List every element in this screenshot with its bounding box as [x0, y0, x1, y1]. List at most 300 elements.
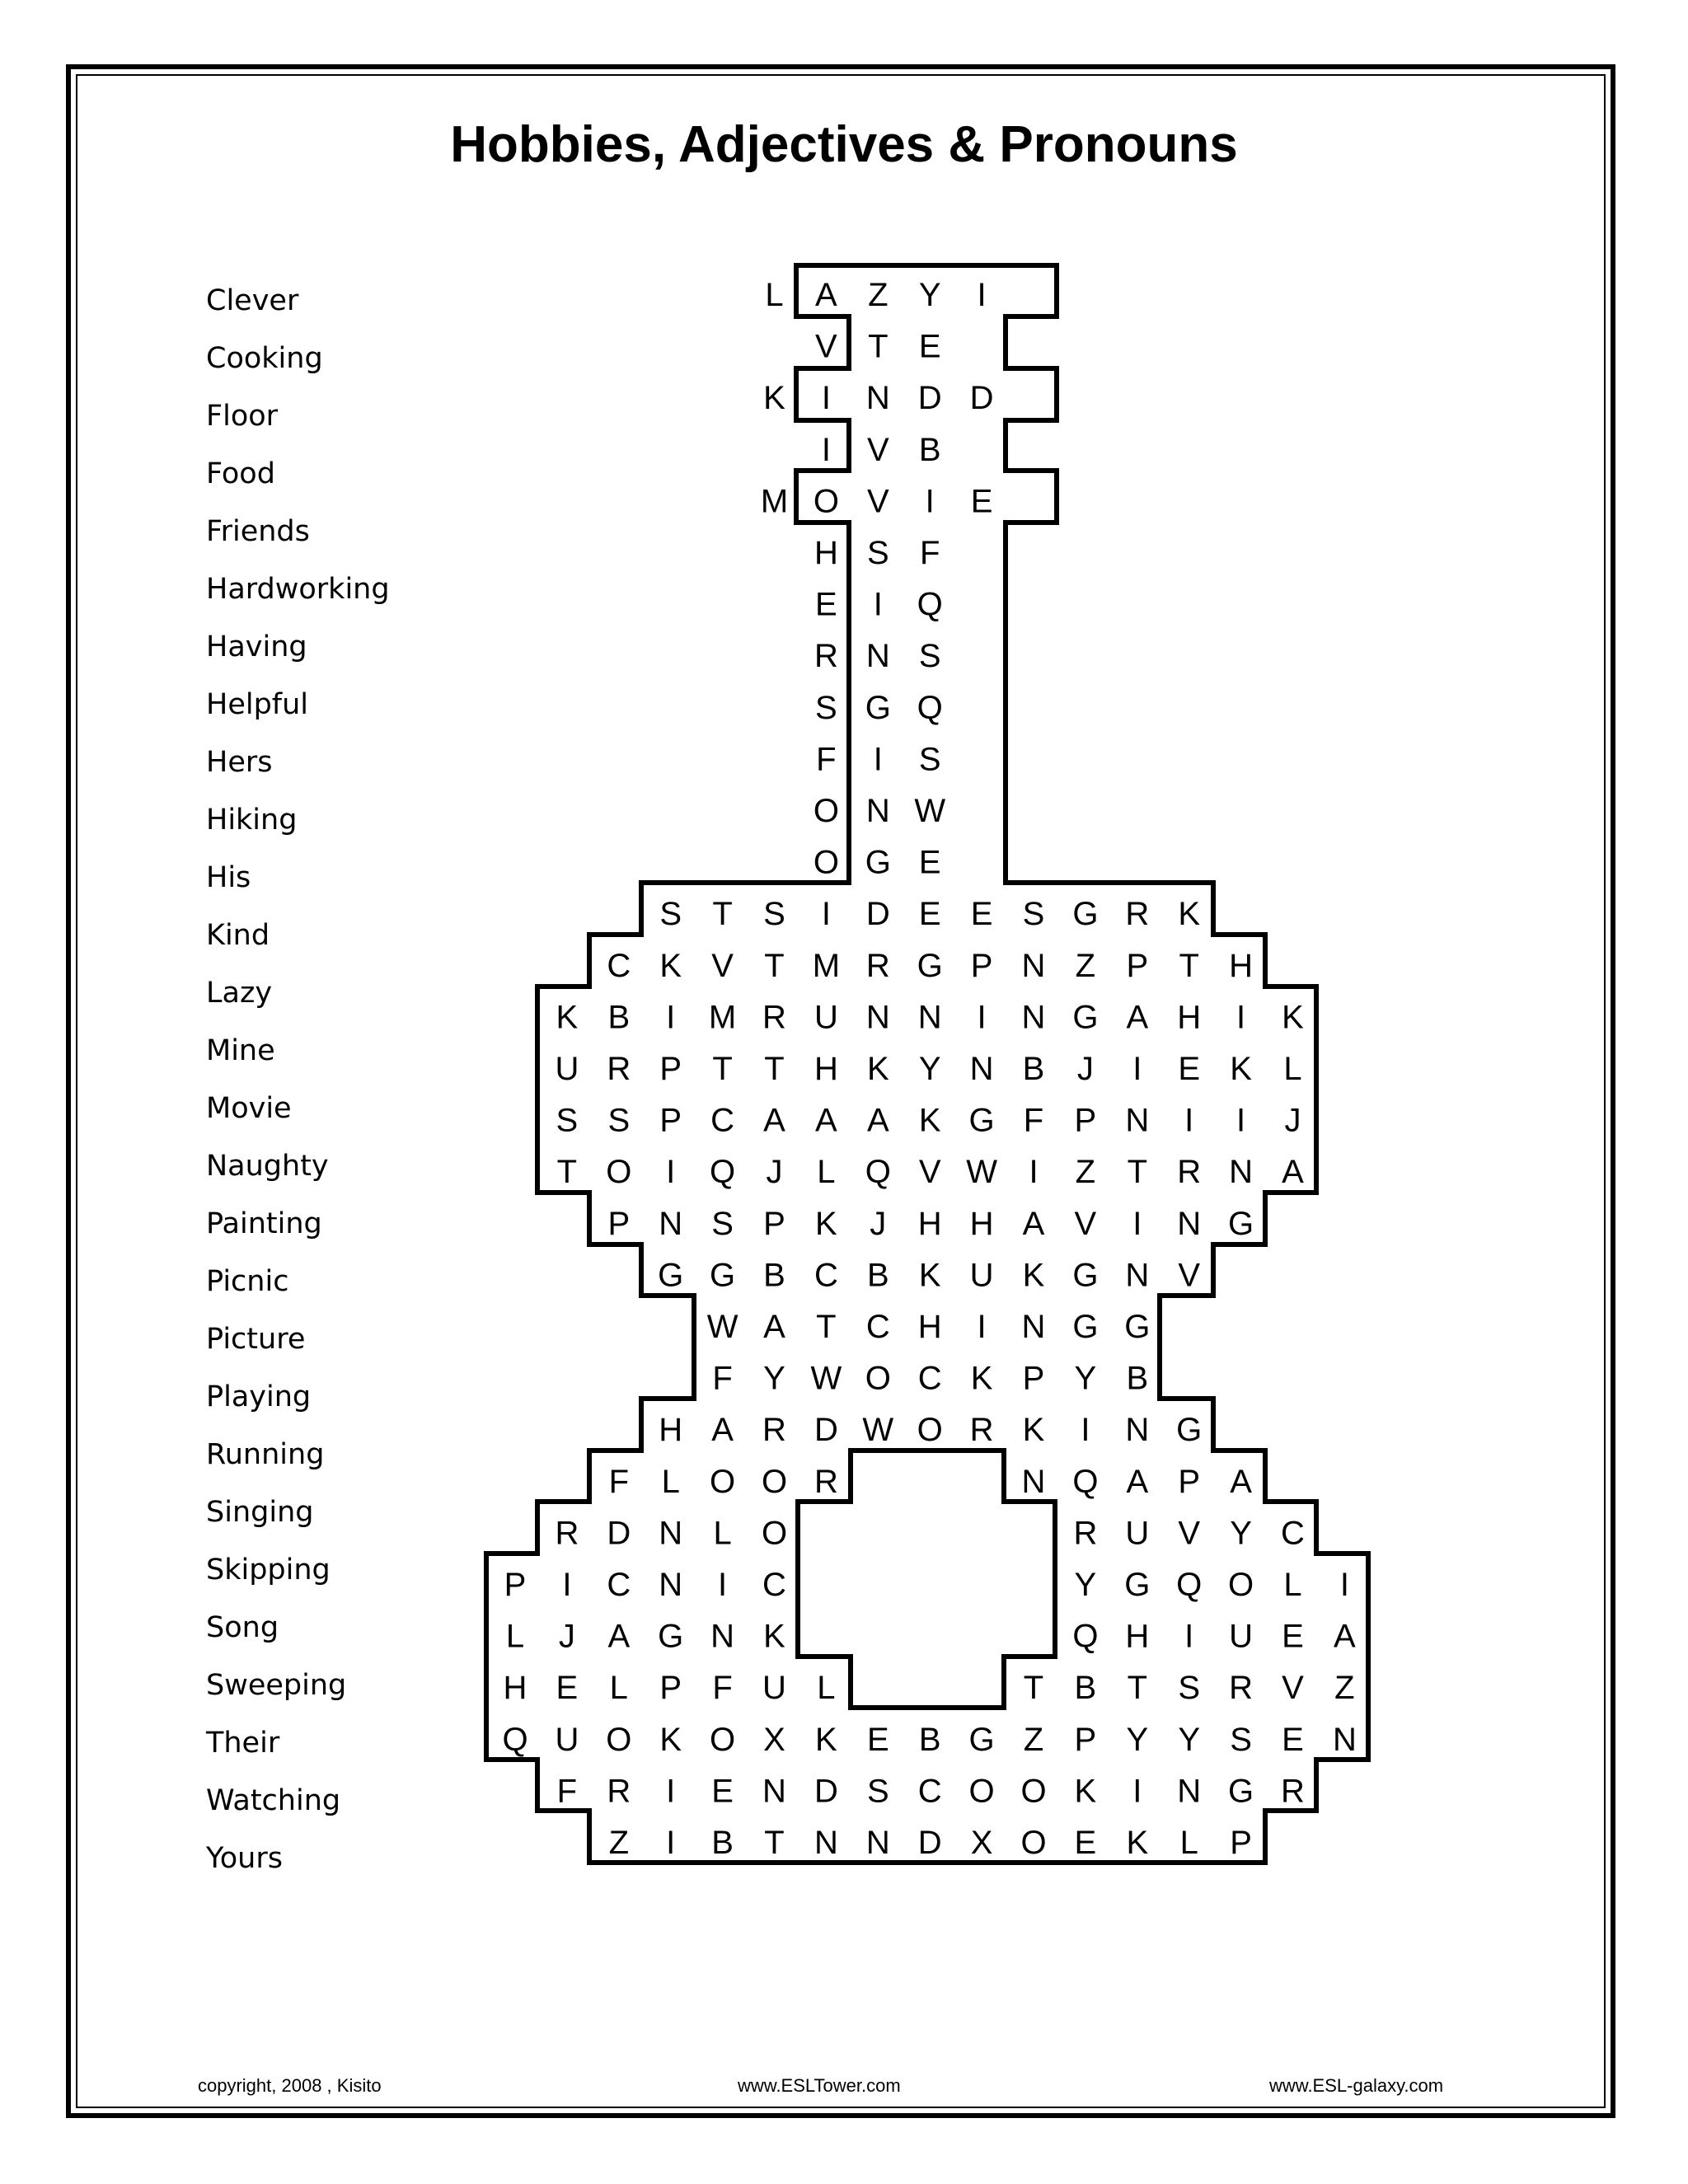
grid-letter: C — [607, 947, 631, 984]
word-list-item: Hiking — [206, 804, 298, 837]
word-list-item: Running — [206, 1438, 325, 1471]
grid-letter: I — [821, 896, 831, 933]
grid-letter: N — [1177, 1773, 1202, 1810]
grid-letter: O — [710, 1721, 736, 1758]
word-list-item: Friends — [206, 515, 310, 548]
grid-letter: A — [815, 277, 837, 313]
grid-letter: O — [606, 1154, 632, 1191]
grid-letter: I — [821, 431, 831, 468]
grid-letter: G — [1072, 999, 1099, 1036]
grid-letter: O — [865, 1360, 891, 1397]
grid-letter: E — [918, 844, 941, 881]
word-list-item: Food — [206, 457, 275, 490]
grid-letter: E — [970, 896, 993, 933]
grid-letter: C — [762, 1567, 786, 1603]
grid-letter: W — [862, 1412, 894, 1449]
grid-letter: W — [706, 1309, 738, 1345]
grid-letter: E — [866, 1721, 889, 1758]
grid-letter: Z — [1023, 1721, 1044, 1758]
word-list-item: Hardworking — [206, 573, 390, 606]
grid-letter: T — [868, 328, 889, 365]
grid-letter: D — [814, 1412, 838, 1449]
grid-letter: K — [970, 1360, 993, 1397]
word-list-item: Kind — [206, 919, 270, 952]
grid-letter: U — [762, 1670, 786, 1707]
grid-letter: H — [917, 1309, 942, 1345]
word-list-item: Singing — [206, 1496, 314, 1529]
grid-letter: B — [918, 431, 941, 468]
grid-letter: P — [607, 1205, 631, 1242]
grid-letter: G — [865, 689, 891, 726]
grid-letter: I — [873, 741, 883, 778]
grid-letter: C — [814, 1257, 838, 1294]
word-list-item: Lazy — [206, 977, 273, 1010]
grid-letter: I — [1339, 1567, 1349, 1603]
grid-letter: A — [866, 1102, 889, 1139]
grid-letter: S — [918, 741, 941, 778]
grid-letter: C — [865, 1309, 890, 1345]
grid-letter: H — [814, 1051, 838, 1087]
grid-letter: R — [607, 1773, 631, 1810]
grid-letter: G — [710, 1257, 736, 1294]
grid-letter: N — [1125, 1412, 1150, 1449]
grid-letter: R — [1229, 1670, 1254, 1707]
grid-letter: I — [977, 1309, 987, 1345]
grid-letter: N — [1125, 1257, 1150, 1294]
grid-letter: Z — [1334, 1670, 1355, 1707]
grid-letter: Y — [1074, 1360, 1097, 1397]
grid-letter: V — [866, 483, 889, 520]
grid-letter: Y — [1126, 1721, 1149, 1758]
grid-letter: Z — [1075, 947, 1096, 984]
grid-letter: G — [1072, 896, 1099, 933]
grid-letter: I — [718, 1567, 728, 1603]
grid-letter: N — [1021, 947, 1046, 984]
grid-letter: B — [866, 1257, 889, 1294]
grid-letter: L — [817, 1670, 836, 1707]
grid-letter: P — [659, 1670, 682, 1707]
grid-letter: W — [966, 1154, 997, 1191]
grid-letter: Z — [1075, 1154, 1096, 1191]
grid-letter: P — [1178, 1463, 1201, 1500]
grid-letter: G — [1228, 1205, 1254, 1242]
grid-letter: O — [606, 1721, 632, 1758]
grid-letter: P — [970, 947, 993, 984]
grid-letter: V — [1178, 1515, 1201, 1552]
footer-esltower-link: www.ESLTower.com — [738, 2075, 901, 2096]
grid-letter: K — [1126, 1825, 1149, 1861]
grid-letter: L — [505, 1618, 525, 1655]
grid-letter: U — [814, 999, 838, 1036]
grid-letter: P — [1074, 1721, 1097, 1758]
grid-letter: L — [713, 1515, 732, 1552]
grid-letter: T — [1127, 1670, 1148, 1707]
grid-letter: L — [1283, 1567, 1302, 1603]
grid-letter: J — [870, 1205, 887, 1242]
grid-letter: I — [821, 380, 831, 417]
grid-letter: K — [763, 380, 785, 417]
grid-letter: F — [1023, 1102, 1044, 1139]
grid-letter: G — [658, 1618, 684, 1655]
grid-letter: S — [1022, 896, 1045, 933]
grid-letter: J — [766, 1154, 783, 1191]
grid-letter: Z — [868, 277, 889, 313]
grid-letter: A — [1334, 1618, 1356, 1655]
grid-letter: D — [969, 380, 994, 417]
grid-letter: E — [1074, 1825, 1097, 1861]
grid-letter: K — [918, 1102, 941, 1139]
grid-letter: T — [1179, 947, 1199, 984]
grid-letter: E — [1282, 1721, 1304, 1758]
grid-letter: R — [607, 1051, 631, 1087]
grid-letter: N — [865, 638, 890, 675]
grid-letter: P — [1230, 1825, 1252, 1861]
grid-letter: E — [556, 1670, 579, 1707]
grid-letter: G — [1124, 1567, 1151, 1603]
grid-letter: N — [659, 1205, 683, 1242]
grid-letter: N — [865, 380, 890, 417]
grid-letter: U — [1125, 1515, 1150, 1552]
grid-letter: R — [1125, 896, 1150, 933]
grid-letter: N — [865, 999, 890, 1036]
grid-letter: U — [555, 1051, 579, 1087]
grid-letter: S — [815, 689, 837, 726]
grid-letter: G — [658, 1257, 684, 1294]
grid-letter: K — [659, 1721, 682, 1758]
word-list-item: Picture — [206, 1323, 306, 1356]
grid-letter: K — [1230, 1051, 1252, 1087]
word-list-item: Mine — [206, 1034, 275, 1067]
grid-letter: Y — [918, 1051, 941, 1087]
grid-letter: A — [1022, 1205, 1045, 1242]
grid-letter: P — [659, 1102, 682, 1139]
grid-letter: S — [918, 638, 941, 675]
grid-letter: K — [556, 999, 579, 1036]
grid-letter: A — [1126, 999, 1149, 1036]
word-list-item: Helpful — [206, 688, 309, 721]
grid-letter: K — [763, 1618, 785, 1655]
grid-letter: V — [866, 431, 889, 468]
grid-letter: S — [711, 1205, 734, 1242]
grid-letter: S — [866, 1773, 889, 1810]
grid-letter: I — [925, 483, 935, 520]
grid-letter: U — [555, 1721, 579, 1758]
grid-letter: N — [710, 1618, 735, 1655]
grid-letter: H — [917, 1205, 942, 1242]
grid-letter: C — [1281, 1515, 1305, 1552]
grid-letter: A — [1230, 1463, 1252, 1500]
grid-letter: M — [812, 947, 841, 984]
grid-letter: Q — [865, 1154, 891, 1191]
grid-letter: E — [918, 328, 941, 365]
grid-letter: T — [764, 1051, 785, 1087]
grid-letter: R — [1177, 1154, 1202, 1191]
grid-letter: O — [813, 844, 839, 881]
grid-letter: O — [1228, 1567, 1254, 1603]
grid-letter: Q — [1176, 1567, 1203, 1603]
word-list-item: Watching — [206, 1784, 341, 1817]
grid-letter: R — [814, 638, 838, 675]
word-list-item: Song — [206, 1611, 279, 1644]
grid-letter: E — [918, 896, 941, 933]
grid-letter: D — [917, 380, 942, 417]
grid-letter: L — [817, 1154, 836, 1191]
grid-letter: C — [710, 1102, 735, 1139]
worksheet-title: Hobbies, Adjectives & Pronouns — [450, 116, 1238, 173]
grid-letter: E — [1178, 1051, 1201, 1087]
grid-letter: S — [607, 1102, 631, 1139]
grid-letter: O — [761, 1515, 788, 1552]
grid-letter: Y — [763, 1360, 785, 1397]
grid-letter: F — [712, 1670, 733, 1707]
word-list-item: Naughty — [206, 1150, 329, 1183]
grid-letter: N — [1021, 999, 1046, 1036]
grid-letter: N — [762, 1773, 786, 1810]
grid-letter: G — [968, 1102, 995, 1139]
grid-letter: S — [1230, 1721, 1252, 1758]
grid-letter: B — [1074, 1670, 1097, 1707]
word-list-item: Sweeping — [206, 1669, 347, 1702]
grid-letter: S — [1178, 1670, 1201, 1707]
grid-letter: B — [1022, 1051, 1045, 1087]
grid-letter: T — [816, 1309, 837, 1345]
word-list-item: Clever — [206, 284, 299, 317]
grid-letter: V — [815, 328, 837, 365]
grid-letter: L — [661, 1463, 680, 1500]
grid-letter: K — [1022, 1412, 1045, 1449]
grid-letter: K — [918, 1257, 941, 1294]
grid-letter: N — [865, 1825, 890, 1861]
grid-letter: R — [865, 947, 890, 984]
grid-letter: H — [1229, 947, 1254, 984]
footer-copyright: copyright, 2008 , Kisito — [198, 2075, 382, 2096]
grid-letter: G — [917, 947, 943, 984]
grid-letter: S — [556, 1102, 579, 1139]
grid-letter: O — [917, 1412, 943, 1449]
grid-letter: O — [813, 483, 839, 520]
grid-letter: T — [764, 1825, 785, 1861]
grid-letter: R — [814, 1463, 838, 1500]
grid-letter: L — [765, 277, 784, 313]
word-list-item: Picnic — [206, 1265, 289, 1298]
grid-letter: K — [815, 1205, 837, 1242]
grid-letter: K — [1178, 896, 1201, 933]
grid-letter: P — [1074, 1102, 1097, 1139]
grid-letter: P — [1126, 947, 1149, 984]
grid-letter: V — [1282, 1670, 1304, 1707]
grid-letter: N — [659, 1515, 683, 1552]
grid-letter: I — [1184, 1618, 1194, 1655]
grid-letter: A — [711, 1412, 734, 1449]
grid-letter: B — [918, 1721, 941, 1758]
grid-letter: A — [763, 1309, 785, 1345]
grid-letter: B — [1126, 1360, 1149, 1397]
grid-letter: A — [815, 1102, 837, 1139]
grid-letter: P — [504, 1567, 527, 1603]
grid-letter: R — [1281, 1773, 1305, 1810]
grid-letter: K — [1074, 1773, 1097, 1810]
grid-letter: I — [977, 999, 987, 1036]
grid-letter: N — [1125, 1102, 1150, 1139]
grid-letter: D — [607, 1515, 631, 1552]
grid-letter: E — [970, 483, 993, 520]
grid-letter: I — [666, 1825, 676, 1861]
grid-letter: P — [1022, 1360, 1045, 1397]
grid-letter: D — [814, 1773, 838, 1810]
grid-letter: H — [1125, 1618, 1150, 1655]
grid-letter: O — [813, 793, 839, 829]
grid-letter: G — [968, 1721, 995, 1758]
grid-letter: R — [1073, 1515, 1098, 1552]
grid-letter: F — [608, 1463, 630, 1500]
grid-letter: G — [865, 844, 891, 881]
grid-letter: B — [711, 1825, 734, 1861]
grid-letter: P — [763, 1205, 785, 1242]
grid-letter: X — [763, 1721, 785, 1758]
grid-letter: S — [763, 896, 785, 933]
grid-letter: C — [917, 1360, 942, 1397]
grid-letter: N — [1229, 1154, 1254, 1191]
grid-letter: C — [607, 1567, 631, 1603]
grid-letter: N — [969, 1051, 994, 1087]
grid-letter: R — [969, 1412, 994, 1449]
grid-letter: A — [607, 1618, 631, 1655]
grid-letter: T — [764, 947, 785, 984]
grid-letter: H — [969, 1205, 994, 1242]
grid-letter: Q — [710, 1154, 736, 1191]
grid-letter: K — [815, 1721, 837, 1758]
grid-letter: I — [873, 586, 883, 623]
word-list-item: Yours — [206, 1842, 283, 1875]
grid-letter: T — [712, 1051, 733, 1087]
grid-letter: A — [1282, 1154, 1304, 1191]
grid-letter: V — [711, 947, 734, 984]
word-list-item: Their — [206, 1727, 280, 1760]
grid-letter: G — [1072, 1309, 1099, 1345]
grid-letter: H — [1177, 999, 1202, 1036]
grid-letter: K — [659, 947, 682, 984]
grid-letter: F — [919, 535, 940, 571]
word-list-item: Movie — [206, 1092, 292, 1125]
word-list-item: His — [206, 861, 251, 894]
grid-letter: C — [917, 1773, 942, 1810]
grid-letter: N — [1332, 1721, 1357, 1758]
grid-letter: D — [917, 1825, 942, 1861]
grid-letter: K — [1022, 1257, 1045, 1294]
grid-letter: I — [562, 1567, 572, 1603]
word-list-item: Painting — [206, 1207, 322, 1240]
grid-letter: O — [1020, 1773, 1047, 1810]
grid-letter: V — [1178, 1257, 1201, 1294]
grid-letter: I — [1132, 1051, 1142, 1087]
grid-letter: I — [1081, 1412, 1090, 1449]
grid-letter: N — [865, 793, 890, 829]
grid-letter: L — [1179, 1825, 1198, 1861]
grid-letter: H — [659, 1412, 683, 1449]
grid-letter: I — [666, 1154, 676, 1191]
grid-letter: I — [1029, 1154, 1039, 1191]
grid-letter: Q — [502, 1721, 528, 1758]
grid-letter: W — [914, 793, 946, 829]
grid-letter: R — [555, 1515, 579, 1552]
grid-letter: T — [1023, 1670, 1044, 1707]
grid-letter: P — [659, 1051, 682, 1087]
grid-letter: O — [710, 1463, 736, 1500]
grid-letter: R — [762, 999, 786, 1036]
word-list-item: Floor — [206, 400, 279, 433]
grid-letter: N — [659, 1567, 683, 1603]
grid-letter: F — [556, 1773, 578, 1810]
grid-letter: V — [918, 1154, 941, 1191]
grid-letter: U — [969, 1257, 994, 1294]
grid-letter: I — [1184, 1102, 1194, 1139]
grid-letter: E — [711, 1773, 734, 1810]
grid-letter: O — [968, 1773, 995, 1810]
grid-letter: G — [1124, 1309, 1151, 1345]
grid-letter: L — [1283, 1051, 1302, 1087]
grid-letter: K — [1282, 999, 1304, 1036]
word-list-item: Skipping — [206, 1554, 331, 1586]
grid-letter: Q — [917, 689, 943, 726]
grid-letter: E — [1282, 1618, 1304, 1655]
grid-letter: H — [814, 535, 838, 571]
grid-letter: S — [659, 896, 682, 933]
grid-letter: Q — [1072, 1463, 1099, 1500]
grid-letter: G — [1176, 1412, 1203, 1449]
grid-letter: A — [763, 1102, 785, 1139]
grid-letter: M — [708, 999, 737, 1036]
grid-letter: J — [1284, 1102, 1301, 1139]
grid-letter: F — [816, 741, 837, 778]
grid-letter: I — [1236, 999, 1246, 1036]
grid-letter: I — [666, 999, 676, 1036]
word-list-item: Playing — [206, 1380, 312, 1413]
grid-letter: G — [1072, 1257, 1099, 1294]
grid-letter: J — [1076, 1051, 1094, 1087]
grid-letter: G — [1228, 1773, 1254, 1810]
grid-letter: R — [762, 1412, 786, 1449]
grid-letter: I — [1236, 1102, 1246, 1139]
grid-letter: I — [977, 277, 987, 313]
grid-letter: T — [556, 1154, 578, 1191]
grid-letter: M — [760, 483, 789, 520]
grid-letter: I — [1132, 1773, 1142, 1810]
grid-letter: H — [503, 1670, 528, 1707]
grid-letter: B — [763, 1257, 785, 1294]
grid-letter: O — [1020, 1825, 1047, 1861]
grid-letter: Q — [1072, 1618, 1099, 1655]
grid-letter: N — [1177, 1205, 1202, 1242]
grid-letter: Y — [918, 277, 941, 313]
grid-letter: N — [1021, 1309, 1046, 1345]
grid-letter: E — [815, 586, 837, 623]
grid-letter: F — [712, 1360, 733, 1397]
grid-letter: W — [810, 1360, 842, 1397]
grid-letter: Q — [917, 586, 943, 623]
grid-letter: Z — [608, 1825, 630, 1861]
grid-letter: N — [814, 1825, 838, 1861]
word-list-item: Having — [206, 630, 307, 663]
grid-letter: D — [865, 896, 890, 933]
grid-letter: J — [558, 1618, 575, 1655]
grid-letter: V — [1074, 1205, 1097, 1242]
grid-letter: A — [1126, 1463, 1149, 1500]
grid-letter: S — [866, 535, 889, 571]
grid-letter: O — [761, 1463, 788, 1500]
grid-letter: N — [1021, 1463, 1046, 1500]
grid-letter: Y — [1230, 1515, 1252, 1552]
grid-letter: X — [970, 1825, 993, 1861]
